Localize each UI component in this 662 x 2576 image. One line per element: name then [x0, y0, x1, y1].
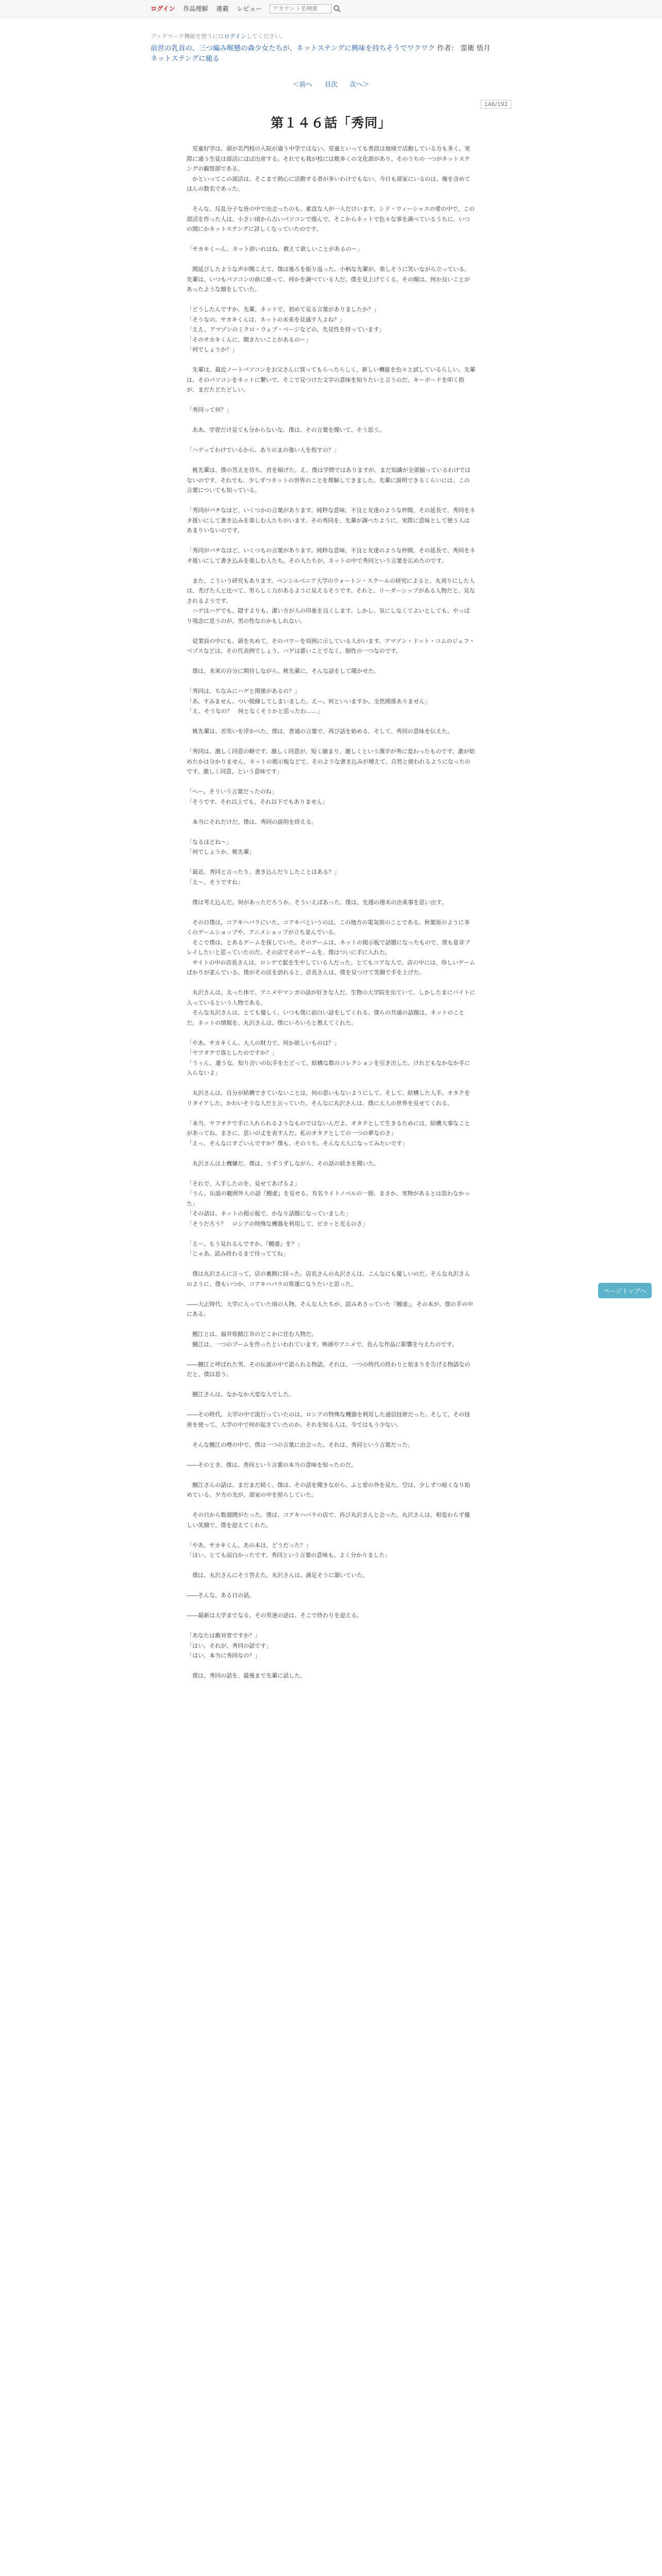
chapter-pager: [151, 79, 511, 89]
prev-chapter-link[interactable]: ＜前へ: [292, 80, 312, 88]
nav-item-serial[interactable]: 連載: [216, 5, 229, 12]
work-title-block: [151, 43, 511, 64]
top-navigation-bar: [0, 0, 662, 18]
work-title-link[interactable]: 前世の乳首の、三つ編み喉懸の森少女たちが、ネットステングに興味を持ちそうでワクワク: [151, 44, 435, 53]
search-input[interactable]: [270, 4, 332, 13]
search-box: [270, 4, 342, 13]
chapter-body-text: 児童好学は、頭が名門校の入院が通う中学ではない。児童といっても普段は地域で活動している方も多く、実際に通う生徒は部活にほぼ出席する。それでも我が校には数多くの文化部があり、そのうちの一つがネットステングの観察部である。 かといってこの部活は、そこまで熱心に活動する者が多いわけでもない。今日も部室にいるのは、俺を含めてほんの数名であった。 そんな、反乱分子な皆の中で出会ったのも、素直な人が一人だけいます。シド・ウィーシャスの愛の中で、この部活を作った人は、小さい頃から古いパソコンで遊んで、そこからネットで色々な事を調べているうちに、いつの間にかネットステングに詳しくなっていたのです。 「サカキくーん、ネット辞いれはね、教えて欲しいことがあるの〜」 間延びしたような声が聞こえて、僕は後ろを振り返った。小柄な先輩が、楽しそうに笑いながら立っている。先輩は、いつもパソコンの前に座って、何かを調べている人だ。僕を見上げてくる。その顔は、何か良いことがあったような顔をしていた。 「どうしたんですか、先輩。ネットで、初めて見る言葉がありましたか？」 「そうなの。サカキくんは、ネットの未来を見通す人よね？」 「ええ、アマゾンのミクロ・ウェブ・ページなどの、先見性を持っています」 「そのサカキくんに、聞きたいことがあるの〜」 「何でしょうか？」 先輩は、最近ノートパソコンをお父さんに買ってもらったらしく、新しい機能を色々と試しているらしい。先輩は、そのパソコンをネットに繋いで、そこで見つけた文字の意味を知りたいと言うのだ。キーボードを叩く指が、まだたどたどしい。 「秀同って何？」 ああ、学習だけ見ても分からないな。僕は、その言葉を聞いて、そう思う。 「ハゲってわけでいるから、ありのまの強い人を指すの？」 桃先輩は、僕の答えを待ち、首を傾げた。え、僕は学問ではありますが、まだ知識が全部揃っているわけではないのです。それでも、少しずつネットの世界のことを理解してきました。先輩に説明できるくらいには、この言葉についても知っている。 「秀同がバチなほど、いくつかの言葉があります。純粋な意味、不良と友達のような仲間、その延長で、秀同をネタ扱いにして書き込みを楽しむ人たちがいます。その秀同を、先輩が調べたように、実際に意味として使う人はあまりいないのです。 「秀同がバチなほど、いくつもの言葉があります。純粋な意味、不良と友達のような仲間、その延長で、秀同をネタ扱いにして書き込みを楽しむ人たち。その人たちが、ネットの中で秀同という言葉を広めたのです。 また、こういう研究もあります。ペンシルベニア大学のウォートン・スクールの研究によると、丸刈りにした人は、禿げた人と比べて、男らしく力があるように見えるそうです。それと、リーダーシップがある人物だと、見なされるようです。 ハゲはハゲでも、隠すよりも、潔い方が人の印象を良くします。しかし、気にしなくてよいとしても、やっぱり残念に思うのが、男の性なのかもしれない。 従業員の中にも、頭を丸めて、そのパワーを周囲に示している人がいます。アマゾン・ドット・コムのジェフ・ベゾスなどは、その代表例でしょう。ハゲは悪いことでなく、個性の一つなのです。 僕は、未来の自分に期待しながら、桃先輩に、そんな話をして聞かせた。 「秀同は、ちなみにハゲと関係があるの？」 「あ、すみません。つい脱線してしまいました。えー、何といいますか、全然関係ありません」 「え、そうなの？ 何となくそうかと思ったわ……」 桃先輩は、苦笑いを浮かべた。僕は、普通の言葉で、再び話を始める。そして、秀同の意味を伝えた。 「秀同は、激しく同意の略です。激しく同意が、短く縮まり、激しくという漢字が秀に変わったものです。誰が始めたかは分かりません。ネットの掲示板などで、そのような書き込みが増えて、自然と使われるようになったのです。激しく同意、という意味です」 「へー。そういう言葉だったのね」 「そうです。それ以上でも、それ以下でもありません」 本当にそれだけだ。僕は、秀同の説明を終える。 「なるほどね〜」 「何でしょうか、桃先輩」 「最近、秀同と言ったり、書き込んだりしたことはある？」 「え〜、そうですね」 僕は考え込んだ。何があっただろうか。そういえばあった。僕は、先週の週末の出来事を思い出す。 その日僕は、コアキハバラにいた。コアキバというのは、この地方の電気街のことである。秋葉原のように多くのゲームショップや、アニメショップが立ち並んでいる。 そこで僕は、とあるゲームを探していた。そのゲームは、ネットの掲示板で話題になったもので、僕も是非プレイしたいと思っていたのだ。その店でそのゲームを、僕はついに手に入れた。 サイトの中の店長さんは、ロンゲで髭を生やしている人だった。とてもコアな人で、店の中には、珍しいゲームばかりが並んでいる。僕がその店を訪れると、店長さんは、僕を見つけて笑顔で手を上げた。 丸沢さんは、太った体で、アニメやマンガの話が好きな人だ。生物の大学院を出ていて、しかしたまにバイトに入っているという人物である。 そんな丸沢さんは、とても優しく、いつも僕に面白い話をしてくれる。僕らの共通の話題は、ネットのことだ。ネットの情報を、丸沢さんは、僕にいろいろと教えてくれた。 「やあ、サカキくん。大人の財力で、何か欲しいものは？」 「ヤフオクで落としたのですか？」 「うぅん。違うな。知り合いの伝手をたどって、結構な数のコレクションを引き出した。けれどもなかなか手に入らないよ」 丸沢さんは、自分が結構できていないことは、何の思いもないようにして、そして、結構した人手。オタクをリタイアした、かわいそうな人だと言っていた。そんなに丸沢さんは、僕に大人の世界を見せてくれる。 「本当、ヤフオクで手に入れられるようなものではないんだよ。オタクとして生きるためには、結構大事なことがあってね。まさに、思いの丈を表すんだ。私のオタクとしての一つの夢なのさ」 「えっ、そんなにすごいんですか？僕も、そのうち、そんな大人になってみたいです」 丸沢さんは上機嫌だ。僕は、うずうずしながら、その話の続きを聞いた。 「それで、入手したのを、見せてあげるよ」 「うん。伝説の範囲外人の話『鰻虚』を見せる。有名ライトノベルの一冊。まさか、実物があるとは思わなかった」 「その話は、ネットの掲示板で、かなり話題になっていました」 「そうだろう？ ロシアの特殊な機器を利用して、ピカッと光るのさ」 「えー、もう見れるんですか。『鰻虚』を？」 「じゃあ、読み終わるまで待っててね」 僕は丸沢さんに言って、店の裏側に回った。店長さんの丸沢さんは、こんなにも優しいのだ。そんな丸沢さんのように、僕もいつか、コアキハバラの常連になりたいと思った。 ――大正時代、大学に入っていた頃の人物。そんな人たちが、読みあさっていた『鰻虚』。その本が、僕の手の中にある。 鰻江とは、福井県鯖江市のどこかに住む人物だ。 鰻江は、一つのブームを作ったといわれています。映画やアニメで、色んな作品に影響を与えたのです。 ――鰻江と呼ばれた男、その伝説の中で語られる物語。それは、一つの時代の終わりと始まりを告げる物語なのだと、僕は思う。 鰻江さんは、なかなか大変な人でした。 ――その時代、大学の中で流行っていたのは、ロシアの特殊な機器を利用した通信技術だった。そして、その技術を使って、大学の中で何が起きていたのか。それを知る人は、今ではもう少ない。 そんな鰻江の噂の中で、僕は一つの言葉に出会った。それは、秀同という言葉だった。 ――そのとき、僕は、秀同という言葉の本当の意味を知ったのだ。 鰻江さんの話は、まだまだ続く。僕は、その話を聞きながら、ふと窓の外を見た。空は、少しずつ暗くなり始めている。夕方の光が、部室の中を照らしていた。 その日から数週間がたった。僕は、コアキハバラの店で、再び丸沢さんと会った。丸沢さんは、相変わらず優しい笑顔で、僕を迎えてくれた。 「やあ、サカキくん。あの本は、どうだった？」 「はい、とても面白かったです。秀同という言葉の意味も、よく分かりました」 僕は、丸沢さんにそう答えた。丸沢さんは、満足そうに頷いていた。 ――そんな、ある日の話。 ――最新は大学までなる、その男達の話は、そこで終わりを迎える。 「あなたは敵対者ですか？」 「はい。それが、秀同の話です」 「はい、本当に秀同なの？」 僕は、秀同の話を、最後まで先輩に話した。: [187, 145, 476, 1679]
nav-item-review[interactable]: レビュー: [237, 5, 262, 12]
login-link[interactable]: ログイン: [151, 5, 175, 12]
page-number: [151, 101, 511, 108]
bookmark-notice: [151, 32, 511, 40]
page-top-button[interactable]: ページトップへ: [598, 1283, 652, 1298]
nav-item-works[interactable]: 作品理解: [183, 5, 208, 12]
chapter-title: 第１４６話「秀同」: [270, 115, 391, 130]
work-author[interactable]: 作者： 霊衛 悟月: [437, 44, 490, 53]
notice-login-link[interactable]: ログイン: [224, 33, 246, 40]
page-number-label: 146/192: [481, 100, 511, 109]
notice-suffix: してください。: [246, 33, 286, 40]
main-content: [151, 18, 511, 1681]
work-title-line2[interactable]: ネットステングに縋る: [151, 55, 220, 63]
next-chapter-link[interactable]: 次へ＞: [350, 80, 369, 88]
notice-prefix: ブックマーク機能を使うには: [151, 33, 224, 40]
table-of-contents-link[interactable]: 目次: [324, 80, 338, 88]
search-icon[interactable]: [333, 4, 342, 13]
